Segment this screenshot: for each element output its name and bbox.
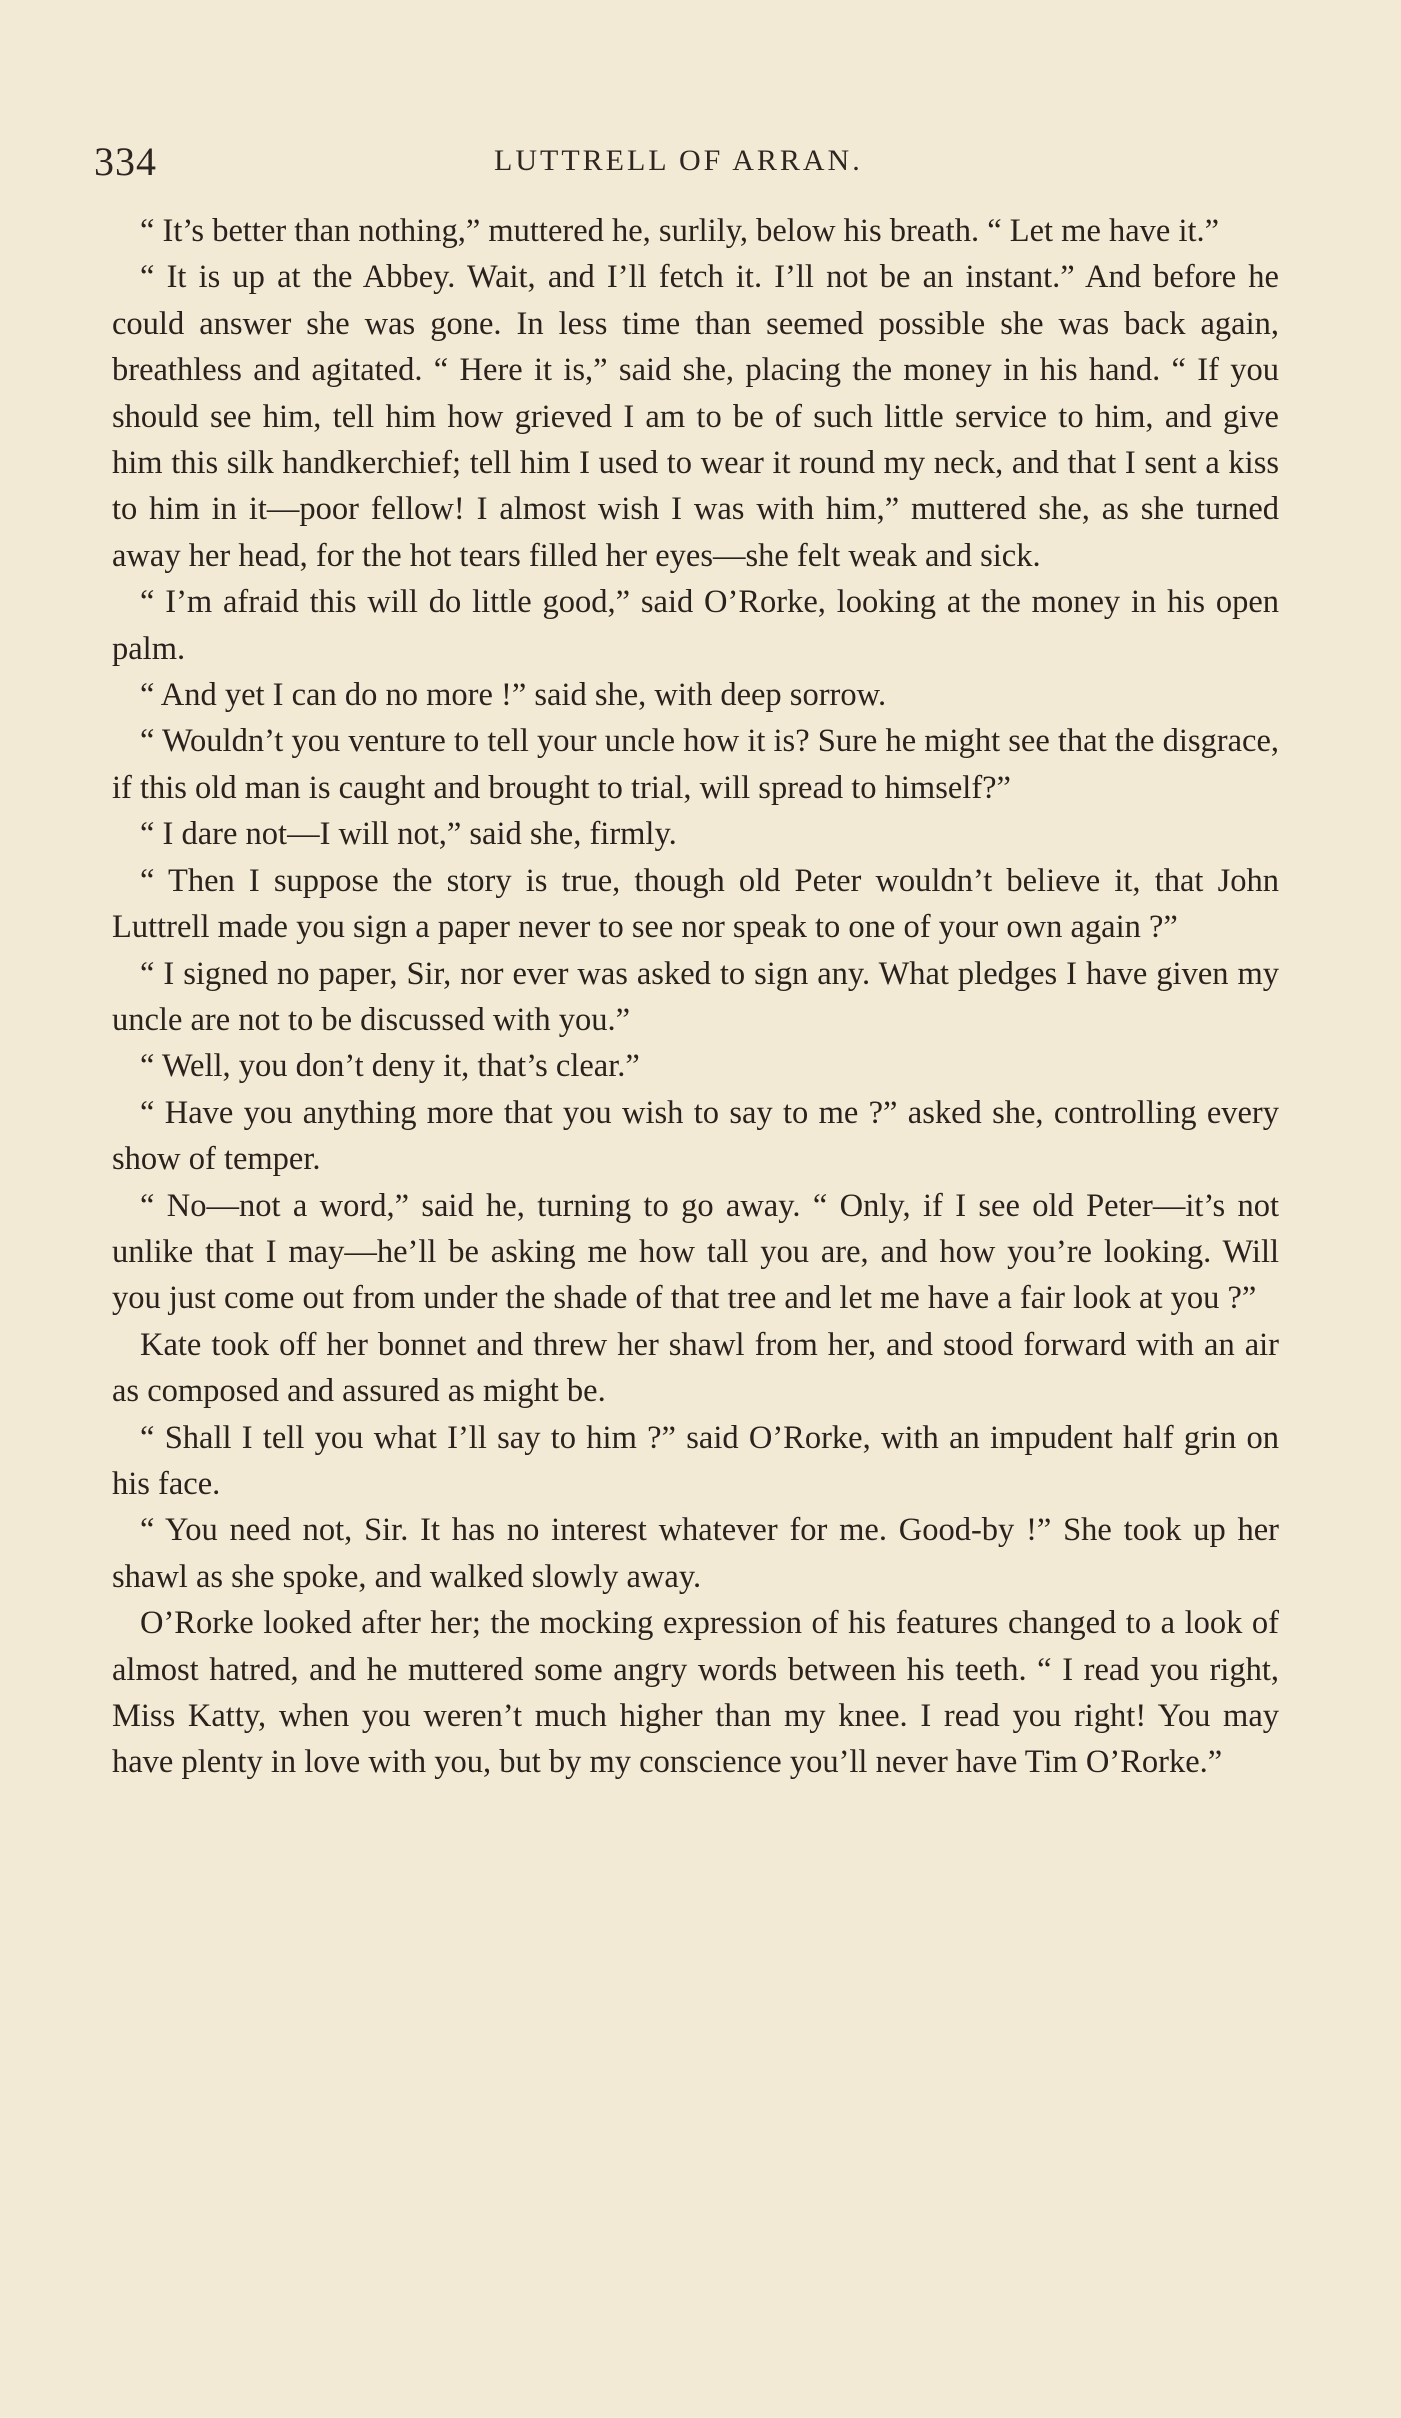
paragraph: “ Have you anything more that you wish to say to me ?” asked she, controlling every show of temper. bbox=[112, 1094, 1279, 1178]
paragraph: “ I signed no paper, Sir, nor ever was asked to sign any. What pledges I have given my uncle are not to be discussed with you.” bbox=[112, 955, 1279, 1038]
body-text bbox=[112, 208, 1279, 1786]
page-header bbox=[94, 138, 1294, 198]
paragraph: “ I dare not—I will not,” said she, firmly. bbox=[140, 816, 677, 853]
paragraph: “ Well, you don’t deny it, that’s clear.” bbox=[140, 1048, 640, 1085]
paragraph: “ And yet I can do no more !” said she, with deep sorrow. bbox=[140, 677, 887, 714]
paragraph: “ You need not, Sir. It has no interest whatever for me. Good-by !” She took up her shawl as she spoke, and walked slowly away. bbox=[112, 1512, 1279, 1595]
paragraph: “ Then I suppose the story is true, though old Peter wouldn’t believe it, that John Luttrell made you sign a paper never to see nor speak to one of your own again ?” bbox=[112, 862, 1279, 946]
paragraph: “ No—not a word,” said he, turning to go away. “ Only, if I see old Peter—it’s not unlike that I may—he’ll be asking me how tall you are, and how you’re looking. Will you just come out from under the shade of that tree and let me have a fair look at you ?” bbox=[112, 1187, 1279, 1317]
paragraph: “ I’m afraid this will do little good,” said O’Rorke, looking at the money in his open palm. bbox=[112, 584, 1279, 667]
page-number: 334 bbox=[94, 139, 157, 184]
paragraph: O’Rorke looked after her; the mocking expression of his features changed to a look of almost hatred, and he muttered some angry words between his teeth. “ I read you right, Miss Katty, when you weren’t much higher than my knee. I read you right! You may have plenty in love with you, but by my conscience you’ll never have Tim O’Rorke.” bbox=[112, 1605, 1279, 1781]
paragraph: “ Wouldn’t you venture to tell your uncle how it is? Sure he might see that the disgrace, if this old man is caught and brought to trial, will spread to himself?” bbox=[112, 723, 1279, 806]
paragraph: “ Shall I tell you what I’ll say to him ?” said O’Rorke, with an impudent half grin on his face. bbox=[112, 1419, 1279, 1502]
paragraph: Kate took off her bonnet and threw her shawl from her, and stood forward with an air as composed and assured as might be. bbox=[112, 1326, 1279, 1410]
running-title: LUTTRELL OF ARRAN. bbox=[494, 144, 863, 177]
paragraph: “ It is up at the Abbey. Wait, and I’ll fetch it. I’ll not be an instant.” And before he could answer she was gone. In less time than seemed possible she was back again, breathless and agitated. “ Here it is,” said she, placing the money in his hand. “ If you should see him, tell him how grieved I am to be of such little service to him, and give him this silk handkerchief; tell him I used to wear it round my neck, and that I sent a kiss to him in it—poor fellow! I almost wish I was with him,” muttered she, as she turned away her head, for the hot tears filled her eyes—she felt weak and sick. bbox=[112, 259, 1279, 574]
paragraph: “ It’s better than nothing,” muttered he, surlily, below his breath. “ Let me have it.” bbox=[140, 213, 1220, 249]
